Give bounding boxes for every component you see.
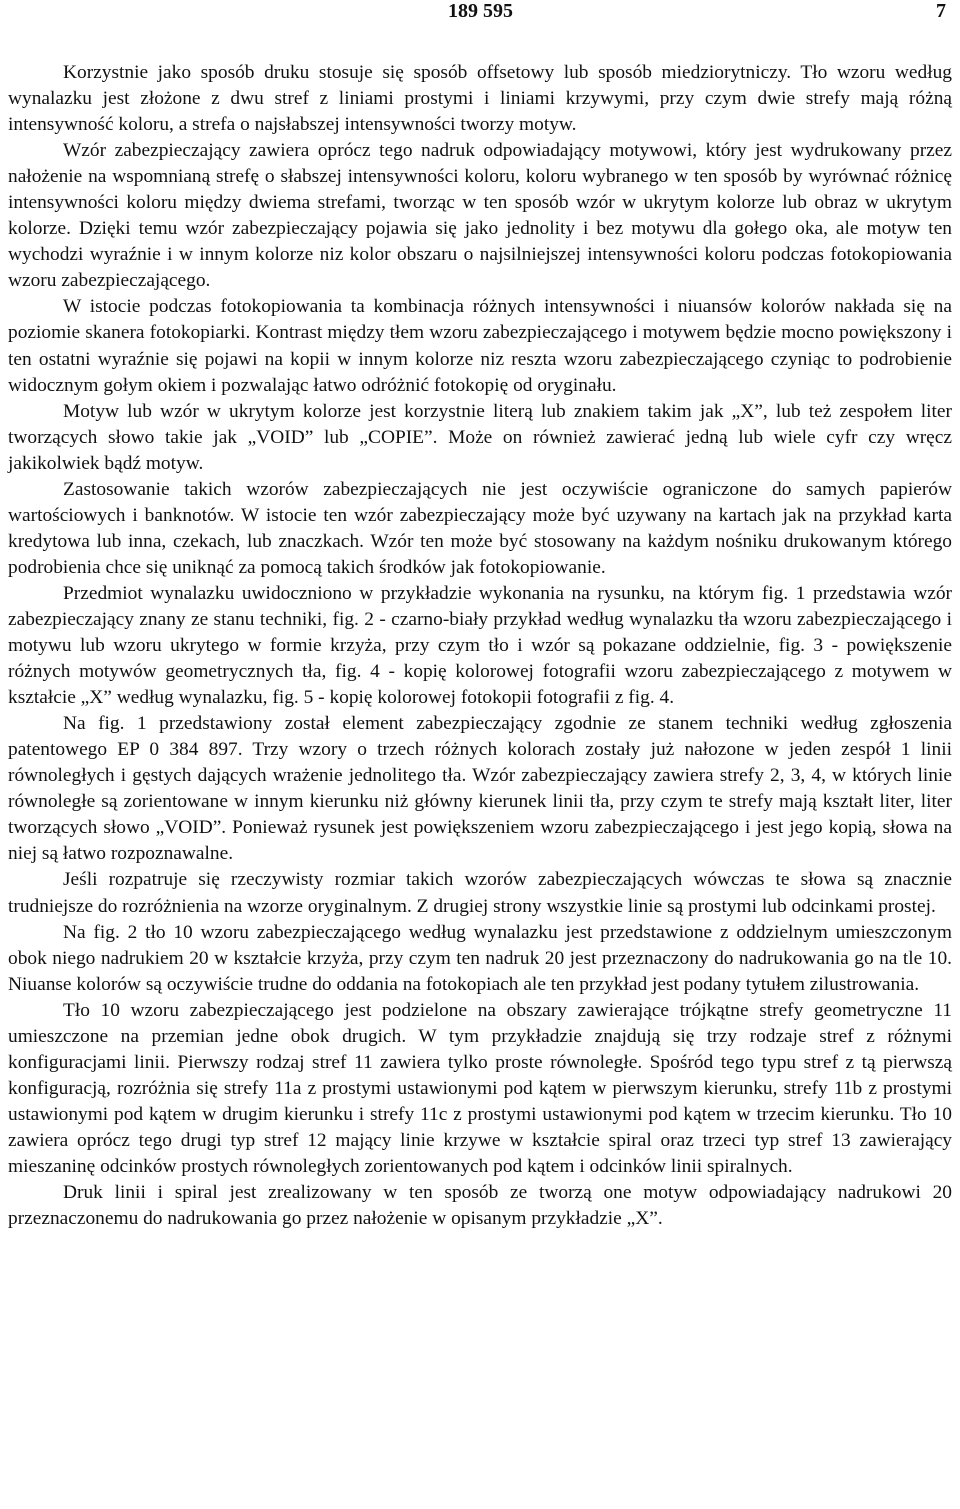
page-number: 7	[936, 0, 946, 22]
paragraph: Na fig. 1 przedstawiony został element zabezpieczający zgodnie ze stanem techniki według zgłoszenia patentowego EP 0 384 897. Trzy wzory o trzech różnych kolorach zostały już nałozone w jeden zespół 1 linii równoległych i gęstych dających wrażenie jednolitego tła. Wzór zabezpieczający zawiera strefy 2, 3, 4, w których linie równoległe są zorientowane w innym kierunku niż główny kierunek linii tła, przy czym te strefy mają kształt liter, liter tworzących słowo „VOID”. Ponieważ rysunek jest powiększeniem wzoru zabezpieczającego i jest jego kopią, słowa na niej są łatwo rozpoznawalne.	[8, 713, 952, 865]
page-header	[0, 0, 960, 24]
paragraph: Przedmiot wynalazku uwidoczniono w przykładzie wykonania na rysunku, na którym fig. 1 przedstawia wzór zabezpieczający znany ze stanu techniki, fig. 2 - czarno-biały przykład według wynalazku tła wzoru zabezpieczającego i motywu lub wzoru ukrytego w formie krzyża, przy czym tło i wzór są pokazane oddzielnie, fig. 3 - powiększenie różnych motywów geometrycznych tła, fig. 4 - kopię kolorowej fotografii wzoru zabezpieczającego z motywem w kształcie „X” według wynalazku, fig. 5 - kopię kolorowej fotokopii fotografii z fig. 4.	[8, 582, 952, 709]
paragraph: Jeśli rozpatruje się rzeczywisty rozmiar takich wzorów zabezpieczających wówczas te słowa są znacznie trudniejsze do rozróżnienia na wzorze oryginalnym. Z drugiej strony wszystkie linie są prostymi lub odcinkami prostej.	[8, 869, 952, 917]
paragraph: Zastosowanie takich wzorów zabezpieczających nie jest oczywiście ograniczone do samych papierów wartościowych i banknotów. W istocie ten wzór zabezpieczający może być uzywany na kartach jak na przykład karta kredytowa lub inna, czekach, lub znaczkach. Wzór ten może być stosowany na każdym nośniku drukowanym którego podrobienia chce się uniknąć za pomocą takich środków jak fotokopiowanie.	[8, 478, 952, 578]
paragraph: Na fig. 2 tło 10 wzoru zabezpieczającego według wynalazku jest przedstawione z oddzielnym umieszczonym obok niego nadrukiem 20 w kształcie krzyża, przy czym ten nadruk 20 jest przeznaczony do nadrukowania go na tle 10. Niuanse kolorów są oczywiście trudne do oddania na fotokopiach ale ten przykład jest podany tytułem zilustrowania.	[8, 921, 952, 995]
paragraph: Wzór zabezpieczający zawiera oprócz tego nadruk odpowiadający motywowi, który jest wydrukowany przez nałożenie na wspomnianą strefę o słabszej intensywności koloru, koloru wybranego w ten sposób by wyrównać różnicę intensywności koloru między dwiema strefami, tworząc w ten sposób wzór w ukrytym kolorze lub obraz w ukrytym kolorze. Dzięki temu wzór zabezpieczający pojawia się jako jednolity i bez motywu dla gołego oka, ale motyw ten wychodzi wyraźnie i w innym kolorze niz kolor obszaru o najsilniejszej intensywności koloru podczas fotokopiowania wzoru zabezpieczającego.	[8, 140, 952, 292]
paragraph: W istocie podczas fotokopiowania ta kombinacja różnych intensywności i niuansów kolorów nakłada się na poziomie skanera fotokopiarki. Kontrast między tłem wzoru zabezpieczającego i motywem będzie mocno powiększony i ten ostatni wyraźnie się pojawi na kopii w innym kolorze niz reszta wzoru zabezpieczającego czyniąc to podrobienie widocznym gołym okiem i pozwalając łatwo odróżnić fotokopię od oryginału.	[8, 296, 952, 396]
body-text	[8, 60, 952, 1232]
paragraph: Korzystnie jako sposób druku stosuje się sposób offsetowy lub sposób miedziorytniczy. Tło wzoru według wynalazku jest złożone z dwu stref z liniami prostymi i liniami krzywymi, przy czym dwie strefy mają różną intensywność koloru, a strefa o najsłabszej intensywności tworzy motyw.	[8, 62, 952, 136]
patent-number: 189 595	[448, 0, 513, 22]
paragraph: Motyw lub wzór w ukrytym kolorze jest korzystnie literą lub znakiem takim jak „X”, lub też zespołem liter tworzących słowo takie jak „VOID” lub „COPIE”. Może on również zawierać jedną lub wiele cyfr czy wręcz jakikolwiek bądź motyw.	[8, 400, 952, 474]
paragraph: Druk linii i spiral jest zrealizowany w ten sposób ze tworzą one motyw odpowiadający nadrukowi 20 przeznaczonemu do nadrukowania go przez nałożenie w opisanym przykładzie „X”.	[8, 1182, 952, 1230]
paragraph: Tło 10 wzoru zabezpieczającego jest podzielone na obszary zawierające trójkątne strefy geometryczne 11 umieszczone na przemian jedne obok drugich. W tym przykładzie znajdują się trzy rodzaje stref z różnymi konfiguracjami linii. Pierwszy rodzaj stref 11 zawiera tylko proste równoległe. Spośród tego typu stref z tą pierwszą konfiguracją, rozróżnia się strefy 11a z prostymi ustawionymi pod kątem w pierwszym kierunku, strefy 11b z prostymi ustawionymi pod kątem w drugim kierunku i strefy 11c z prostymi ustawionymi pod kątem w trzecim kierunku. Tło 10 zawiera oprócz tego drugi typ stref 12 mający linie krzywe w kształcie spiral oraz trzeci typ stref 13 zawierający mieszaninę odcinków prostych równoległych zorientowanych pod kątem i odcinków linii spiralnych.	[8, 999, 952, 1177]
